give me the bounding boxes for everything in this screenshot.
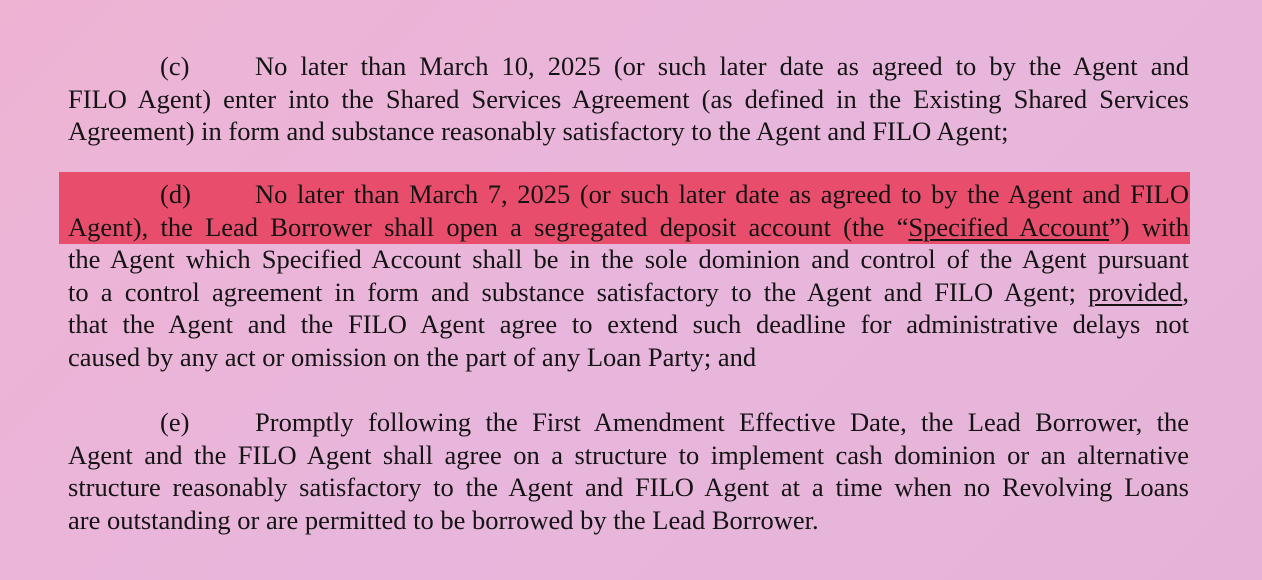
paragraph-d-line-4-after: ,	[1182, 276, 1189, 307]
paragraph-c-line-1	[68, 50, 1189, 83]
paragraph-d-line-3: the Agent which Specified Account shall be in the sole dominion and control of the Agent pursuant	[68, 244, 1189, 274]
paragraph-e	[68, 406, 1189, 536]
paragraph-e-line-3: structure reasonably satisfactory to the Agent and FILO Agent at a time when no Revolving Loans	[68, 472, 1189, 502]
paragraph-d	[68, 178, 1189, 373]
paragraph-d-line-6: caused by any act or omission on the part of any Loan Party; and	[68, 341, 757, 372]
paragraph-d-line-2-after: ”) with	[1109, 211, 1189, 242]
paragraph-e-line-2: Agent and the FILO Agent shall agree on a structure to implement cash dominion or an alternative	[68, 439, 1189, 470]
paragraph-e-line-1	[68, 406, 1189, 439]
paragraph-d-line-1	[68, 178, 1189, 211]
paragraph-d-line-4-before: to a control agreement in form and substance satisfactory to the Agent and FILO Agent;	[68, 276, 1089, 307]
paragraph-c-label: (c)	[160, 51, 190, 81]
paragraph-c	[68, 50, 1189, 148]
paragraph-d-line-5: that the Agent and the FILO Agent agree to extend such deadline for administrative delays not	[68, 309, 1189, 339]
defined-term-specified-account: Specified Account	[908, 211, 1110, 242]
term-provided: provided	[1088, 276, 1183, 307]
paragraph-d-label: (d)	[160, 179, 191, 209]
paragraph-c-line-2: FILO Agent) enter into the Shared Services Agreement (as defined in the Existing Shared Services	[68, 83, 1189, 114]
paragraph-e-label: (e)	[160, 407, 190, 437]
paragraph-e-line-4: are outstanding or are permitted to be borrowed by the Lead Borrower.	[68, 504, 819, 535]
paragraph-d-line-4	[68, 276, 1189, 309]
paragraph-d-line-2	[68, 211, 1189, 244]
paragraph-d-line-1-text: No later than March 7, 2025 (or such later date as agreed to by the Agent and FILO	[255, 179, 1189, 209]
paragraph-d-line-2-before: Agent), the Lead Borrower shall open a segregated deposit account (the “	[68, 211, 909, 242]
paragraph-c-line-1-text: No later than March 10, 2025 (or such later date as agreed to by the Agent and	[255, 51, 1189, 81]
paragraph-e-line-1-text: Promptly following the First Amendment Effective Date, the Lead Borrower, the	[255, 407, 1189, 437]
paragraph-c-line-3: Agreement) in form and substance reasonably satisfactory to the Agent and FILO Agent;	[68, 116, 1009, 146]
